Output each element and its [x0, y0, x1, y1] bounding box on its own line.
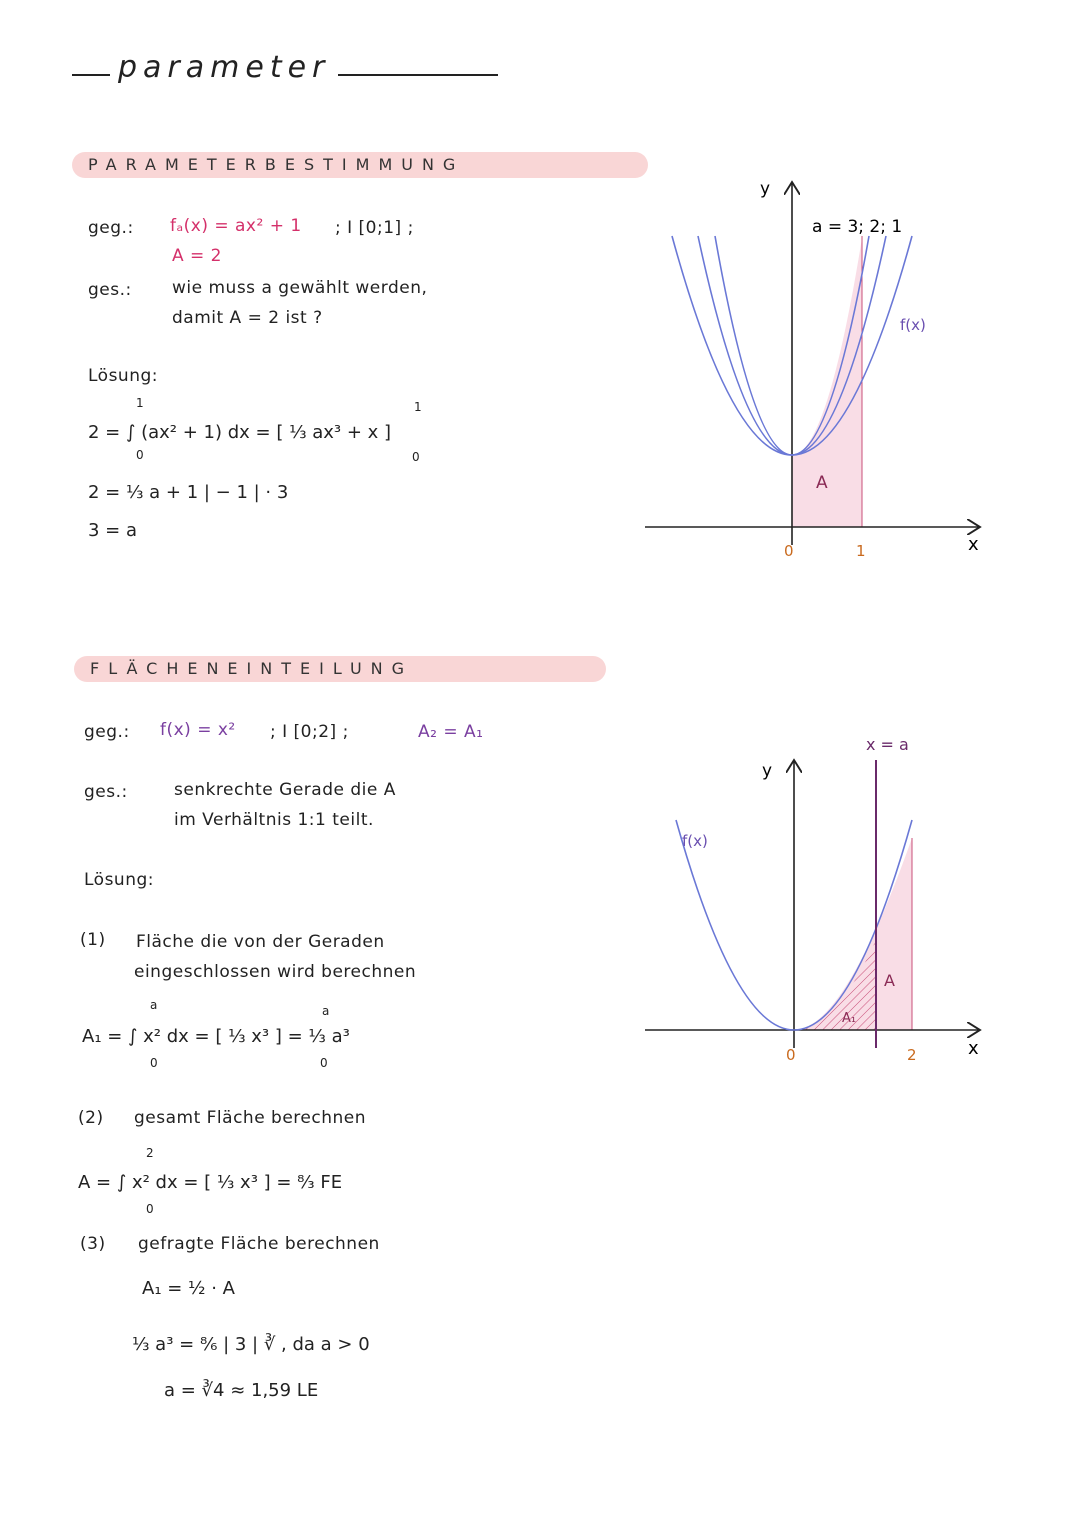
s2-p2-text: gesamt Fläche berechnen [134, 1108, 367, 1128]
graph2-area-a1 [794, 940, 876, 1030]
graph2-func-label: f(x) [682, 832, 708, 850]
s1-geg-interval: ; I [0;1] ; [335, 218, 414, 238]
graph2-y-label: y [762, 761, 773, 781]
s1-step1-blower: 0 [412, 450, 420, 464]
s1-step2: 2 = ⅓ a + 1 | − 1 | · 3 [88, 482, 289, 503]
graph2-x-label: x [968, 1038, 979, 1059]
s1-step3: 3 = a [88, 520, 138, 541]
s2-geg-label: geg.: [84, 722, 130, 742]
s2-ges-label: ges.: [84, 782, 128, 802]
s2-p1-upper: a [150, 998, 158, 1012]
s2-p1-calc: A₁ = ∫ x² dx = [ ⅓ x³ ] = ⅓ a³ [82, 1026, 350, 1047]
graph2-tick2: 2 [907, 1046, 917, 1064]
graph2-sub-area-label: A₁ [842, 1011, 857, 1026]
graph1-tick0: 0 [784, 542, 794, 560]
s2-ges-line2: im Verhältnis 1:1 teilt. [174, 810, 374, 830]
s2-p3-text: gefragte Fläche berechnen [138, 1234, 380, 1254]
s1-geg-label: geg.: [88, 218, 134, 238]
graph2-line-label: x = a [866, 735, 909, 754]
s2-p3-calc1: A₁ = ½ · A [142, 1278, 235, 1299]
s2-p3-calc2: ⅓ a³ = ⁸⁄₆ | 3 | ∛ , da a > 0 [132, 1334, 370, 1355]
graph1 [630, 170, 1000, 570]
s2-p2-lower: 0 [146, 1202, 154, 1216]
s2-geg-area: A₂ = A₁ [418, 722, 484, 742]
s2-p2-num: (2) [78, 1108, 104, 1128]
graph1-tick1: 1 [856, 542, 866, 560]
graph1-x-label: x [968, 534, 979, 555]
graph2 [630, 730, 1000, 1080]
s1-ges-line2: damit A = 2 ist ? [172, 308, 323, 328]
s1-loesung-label: Lösung: [88, 366, 158, 386]
s2-p3-num: (3) [80, 1234, 106, 1254]
s2-ges-line1: senkrechte Gerade die A [174, 780, 396, 800]
s2-geg-interval: ; I [0;2] ; [270, 722, 349, 742]
s1-step1-lower: 0 [136, 448, 144, 462]
s2-p1-blower: 0 [320, 1056, 328, 1070]
s2-geg-func: f(x) = x² [160, 720, 236, 740]
s2-p2-calc: A = ∫ x² dx = [ ⅓ x³ ] = ⁸⁄₃ FE [78, 1172, 343, 1193]
s1-ges-label: ges.: [88, 280, 132, 300]
section2-heading: FLÄCHENEINTEILUNG [74, 656, 606, 682]
graph1-area-label: A [816, 473, 828, 493]
graph1-func-label: f(x) [900, 316, 926, 334]
s1-step1-upper: 1 [136, 396, 144, 410]
s1-ges-line1: wie muss a gewählt werden, [172, 278, 428, 298]
graph2-area-label: A [884, 971, 895, 990]
s1-step1: 2 = ∫ (ax² + 1) dx = [ ⅓ ax³ + x ] [88, 422, 392, 443]
s2-p1-line1: Fläche die von der Geraden [136, 932, 385, 952]
s2-p1-lower: 0 [150, 1056, 158, 1070]
s2-p3-calc3: a = ∛4 ≈ 1,59 LE [164, 1380, 319, 1401]
s2-p1-line2: eingeschlossen wird berechnen [134, 962, 417, 982]
graph1-param-label: a = 3; 2; 1 [812, 217, 903, 237]
s1-geg-func: fₐ(x) = ax² + 1 [170, 216, 302, 236]
s2-p1-num: (1) [80, 930, 106, 950]
graph1-y-label: y [760, 179, 771, 199]
s1-step1-bupper: 1 [414, 400, 422, 414]
s2-p1-bupper: a [322, 1004, 330, 1018]
s2-loesung-label: Lösung: [84, 870, 154, 890]
section1-heading: PARAMETERBESTIMMUNG [72, 152, 648, 178]
s1-geg-area: A = 2 [172, 246, 222, 266]
page-title: parameter [110, 50, 338, 85]
graph2-tick0: 0 [786, 1046, 796, 1064]
s2-p2-upper: 2 [146, 1146, 154, 1160]
